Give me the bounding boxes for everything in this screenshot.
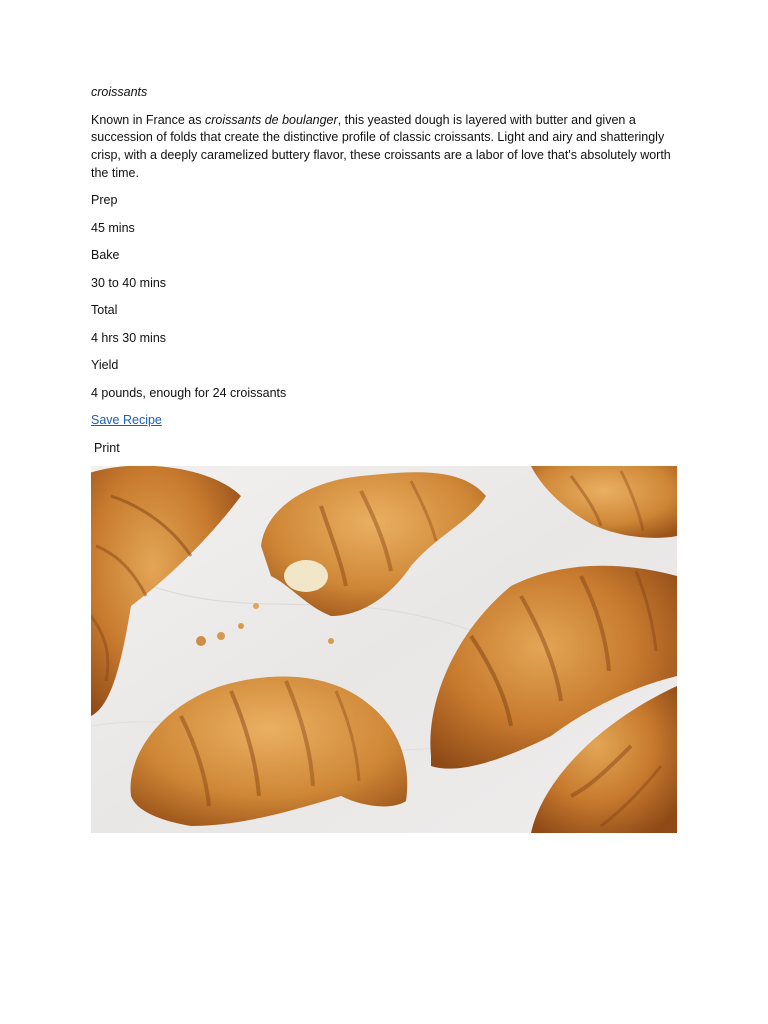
recipe-document bbox=[91, 84, 677, 467]
print-button[interactable]: Print bbox=[94, 440, 120, 455]
save-recipe-link[interactable]: Save Recipe bbox=[91, 413, 162, 428]
prep-value: 45 mins bbox=[91, 220, 135, 235]
yield-label: Yield bbox=[91, 358, 119, 373]
recipe-title: croissants bbox=[91, 85, 148, 99]
yield-value: 4 pounds, enough for 24 croissants bbox=[91, 385, 287, 400]
intro-text-start: Known in France as bbox=[91, 112, 205, 127]
intro-emphasis: croissants de boulanger bbox=[204, 112, 338, 127]
intro-text-end: , this yeasted dough is layered with butter and given a succession of folds that create the distinctive profile of classic croissants. Light and airy and shatteringly crisp, with a deeply caramelized buttery flavor, these croissants are a labor of love that's absolutely worth the time. bbox=[91, 112, 671, 180]
bake-label: Bake bbox=[91, 248, 120, 263]
total-label: Total bbox=[91, 303, 118, 318]
croissants-illustration bbox=[91, 466, 677, 833]
croissants-photo bbox=[91, 466, 677, 833]
total-value: 4 hrs 30 mins bbox=[91, 330, 167, 345]
recipe-intro bbox=[91, 112, 675, 183]
prep-label: Prep bbox=[91, 193, 118, 208]
bake-value: 30 to 40 mins bbox=[91, 275, 167, 290]
